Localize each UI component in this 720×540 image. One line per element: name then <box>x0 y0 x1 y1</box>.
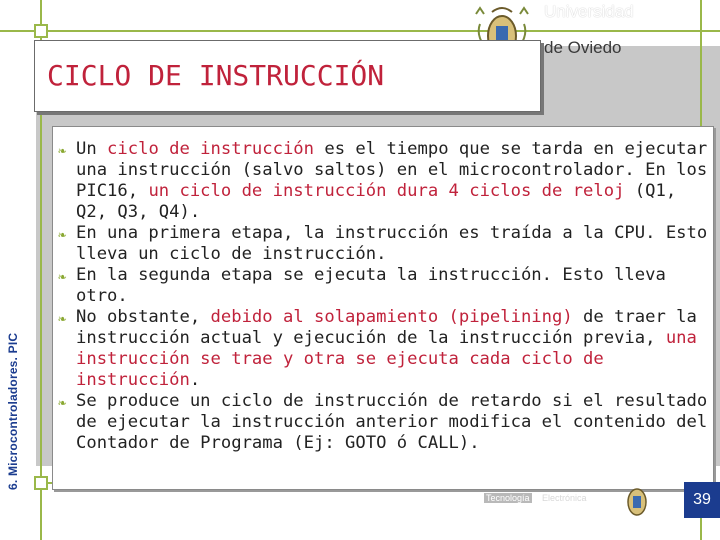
footer-tag-left: Tecnología <box>486 493 530 503</box>
bullet-text: Se produce un ciclo de instrucción de retardo si el resultado de ejecutar la instrucción anterior modifica el contenido del Contador de Programa (Ej: GOTO ó CALL). <box>76 391 708 453</box>
leaf-bullet-icon: ❧ <box>58 227 67 243</box>
leaf-bullet-icon: ❧ <box>58 311 67 327</box>
bullet-text: (Q1, Q2, Q3, Q4). <box>76 181 677 222</box>
bullet-item <box>56 223 716 265</box>
bullet-highlight-text: una instrucción se trae y otra se ejecuta cada ciclo de instrucción <box>76 328 697 390</box>
bullet-highlight-text: debido al solapamiento (pipelining) <box>210 307 573 327</box>
bullet-text: En la segunda etapa se ejecuta la instrucción. Esto lleva otro. <box>76 265 666 306</box>
page-number: 39 <box>684 482 720 518</box>
frame-corner-square <box>34 476 48 490</box>
leaf-bullet-icon: ❧ <box>58 395 67 411</box>
bullet-list <box>56 139 716 454</box>
frame-corner-square <box>34 24 48 38</box>
bullet-text: de traer la instrucción actual y ejecución de la instrucción previa, <box>76 307 697 348</box>
leaf-bullet-icon: ❧ <box>58 269 67 285</box>
bullet-text: . <box>189 370 201 390</box>
side-course-label: 6. Microcontroladores. PIC <box>6 332 20 490</box>
bullet-text: No obstante, <box>76 307 211 327</box>
bullet-text: Un <box>76 139 108 159</box>
footer-tag-right: Electrónica <box>542 493 587 503</box>
leaf-bullet-icon: ❧ <box>58 143 67 159</box>
bullet-highlight-text: ciclo de instrucción <box>107 139 315 159</box>
bullet-text: En una primera etapa, la instrucción es traída a la CPU. Esto lleva un ciclo de instrucción. <box>76 223 708 264</box>
bullet-text: es el tiempo que se tarda en ejecutar una instrucción (salvo saltos) en el microcontrolador. En los PIC16, <box>76 139 708 201</box>
bullet-highlight-text: un ciclo de instrucción dura 4 ciclos de reloj <box>148 181 625 201</box>
bullet-item <box>56 265 716 307</box>
frame-line-top <box>0 30 720 32</box>
bullet-item <box>56 139 716 223</box>
title-box <box>34 40 541 112</box>
footer-crest-icon <box>622 482 652 518</box>
university-name-line1: Universidad <box>544 2 634 21</box>
university-name-line2: de Oviedo <box>544 38 622 57</box>
page-title: CICLO DE INSTRUCCIÓN <box>47 59 385 92</box>
bullet-item <box>56 307 716 391</box>
bullet-item <box>56 391 716 454</box>
